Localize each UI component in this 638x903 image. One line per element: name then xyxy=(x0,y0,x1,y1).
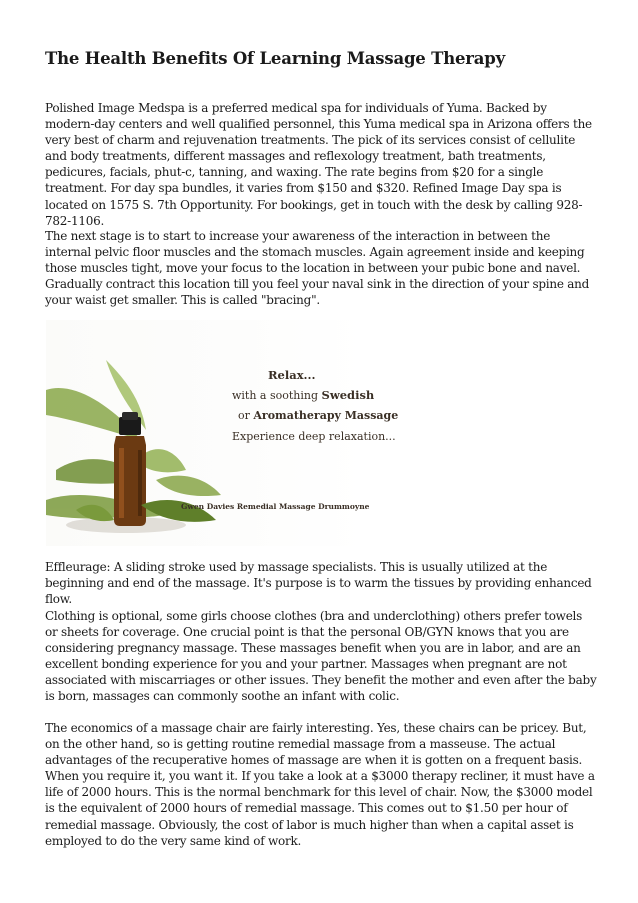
paragraph-pelvic-floor: The next stage is to start to increase your awareness of the interaction in between the internal pelvic floor muscles and the stomach muscles. Again agreement inside and keeping those muscles tight, move your focus to the location in between your pubic bone and navel. Gradually contract this location till you feel your naval sink in the direction of your spine and your waist get smaller. This is called "bracing". xyxy=(45,229,590,308)
paragraph-spa-intro: Polished Image Medspa is a preferred medical spa for individuals of Yuma. Backed by modern-day centers and well qualified personnel, this Yuma medical spa in Arizona offers the very best of charm and rejuvenation treatments. The pick of its services consist of cellulite and body treatments, different massages and reflexology treatment, bath treatments, pedicures, facials, phut-c, tanning, and waxing. The rate begins from $20 for a single treatment. For day spa bundles, it varies from $150 and $320. Refined Image Day spa is located on 1575 S. 7th Opportunity. For bookings, get in touch with the desk by calling 928-782-1106. xyxy=(45,101,592,228)
massage-advert-image xyxy=(46,320,399,546)
advert-footer: Gwen Davies Remedial Massage Drummoyne xyxy=(181,502,370,511)
paragraph-pregnancy-massage: Clothing is optional, some girls choose clothes (bra and underclothing) others prefer towels or sheets for coverage. One crucial point is that the personal OB/GYN knows that you are considering pregnancy massage. These massages benefit when you are in labor, and are an excellent bonding experience for you and your partner. Massages when pregnant are not associated with miscarriages or other issues. They benefit the mother and even after the baby is born, massages can commonly soothe an infant with colic. xyxy=(45,609,597,704)
advert-line-aromatherapy: or Aromatherapy Massage xyxy=(238,409,399,422)
page-title: The Health Benefits Of Learning Massage Therapy xyxy=(45,49,506,68)
advert-line-swedish: with a soothing Swedish xyxy=(232,388,375,402)
paragraph-effleurage: Effleurage: A sliding stroke used by massage specialists. This is usually utilized at the beginning and end of the massage. It's purpose is to warm the tissues by providing enhanced flow. xyxy=(45,560,592,607)
advert-line-relaxation: Experience deep relaxation... xyxy=(232,430,396,443)
paragraph-massage-chair: The economics of a massage chair are fairly interesting. Yes, these chairs can be pricey. But, on the other hand, so is getting routine remedial massage from a masseuse. The actual advantages of the recuperative homes of massage are when it is gotten on a frequent basis. When you require it, you want it. If you take a look at a $3000 therapy recliner, it must have a life of 2000 hours. This is the normal benchmark for this level of chair. Now, the $3000 model is the equivalent of 2000 hours of remedial massage. This comes out to $1.50 per hour of remedial massage. Obviously, the cost of labor is much higher than when a capital asset is employed to do the very same kind of work. xyxy=(45,721,595,848)
advert-headline: Relax... xyxy=(268,368,316,382)
